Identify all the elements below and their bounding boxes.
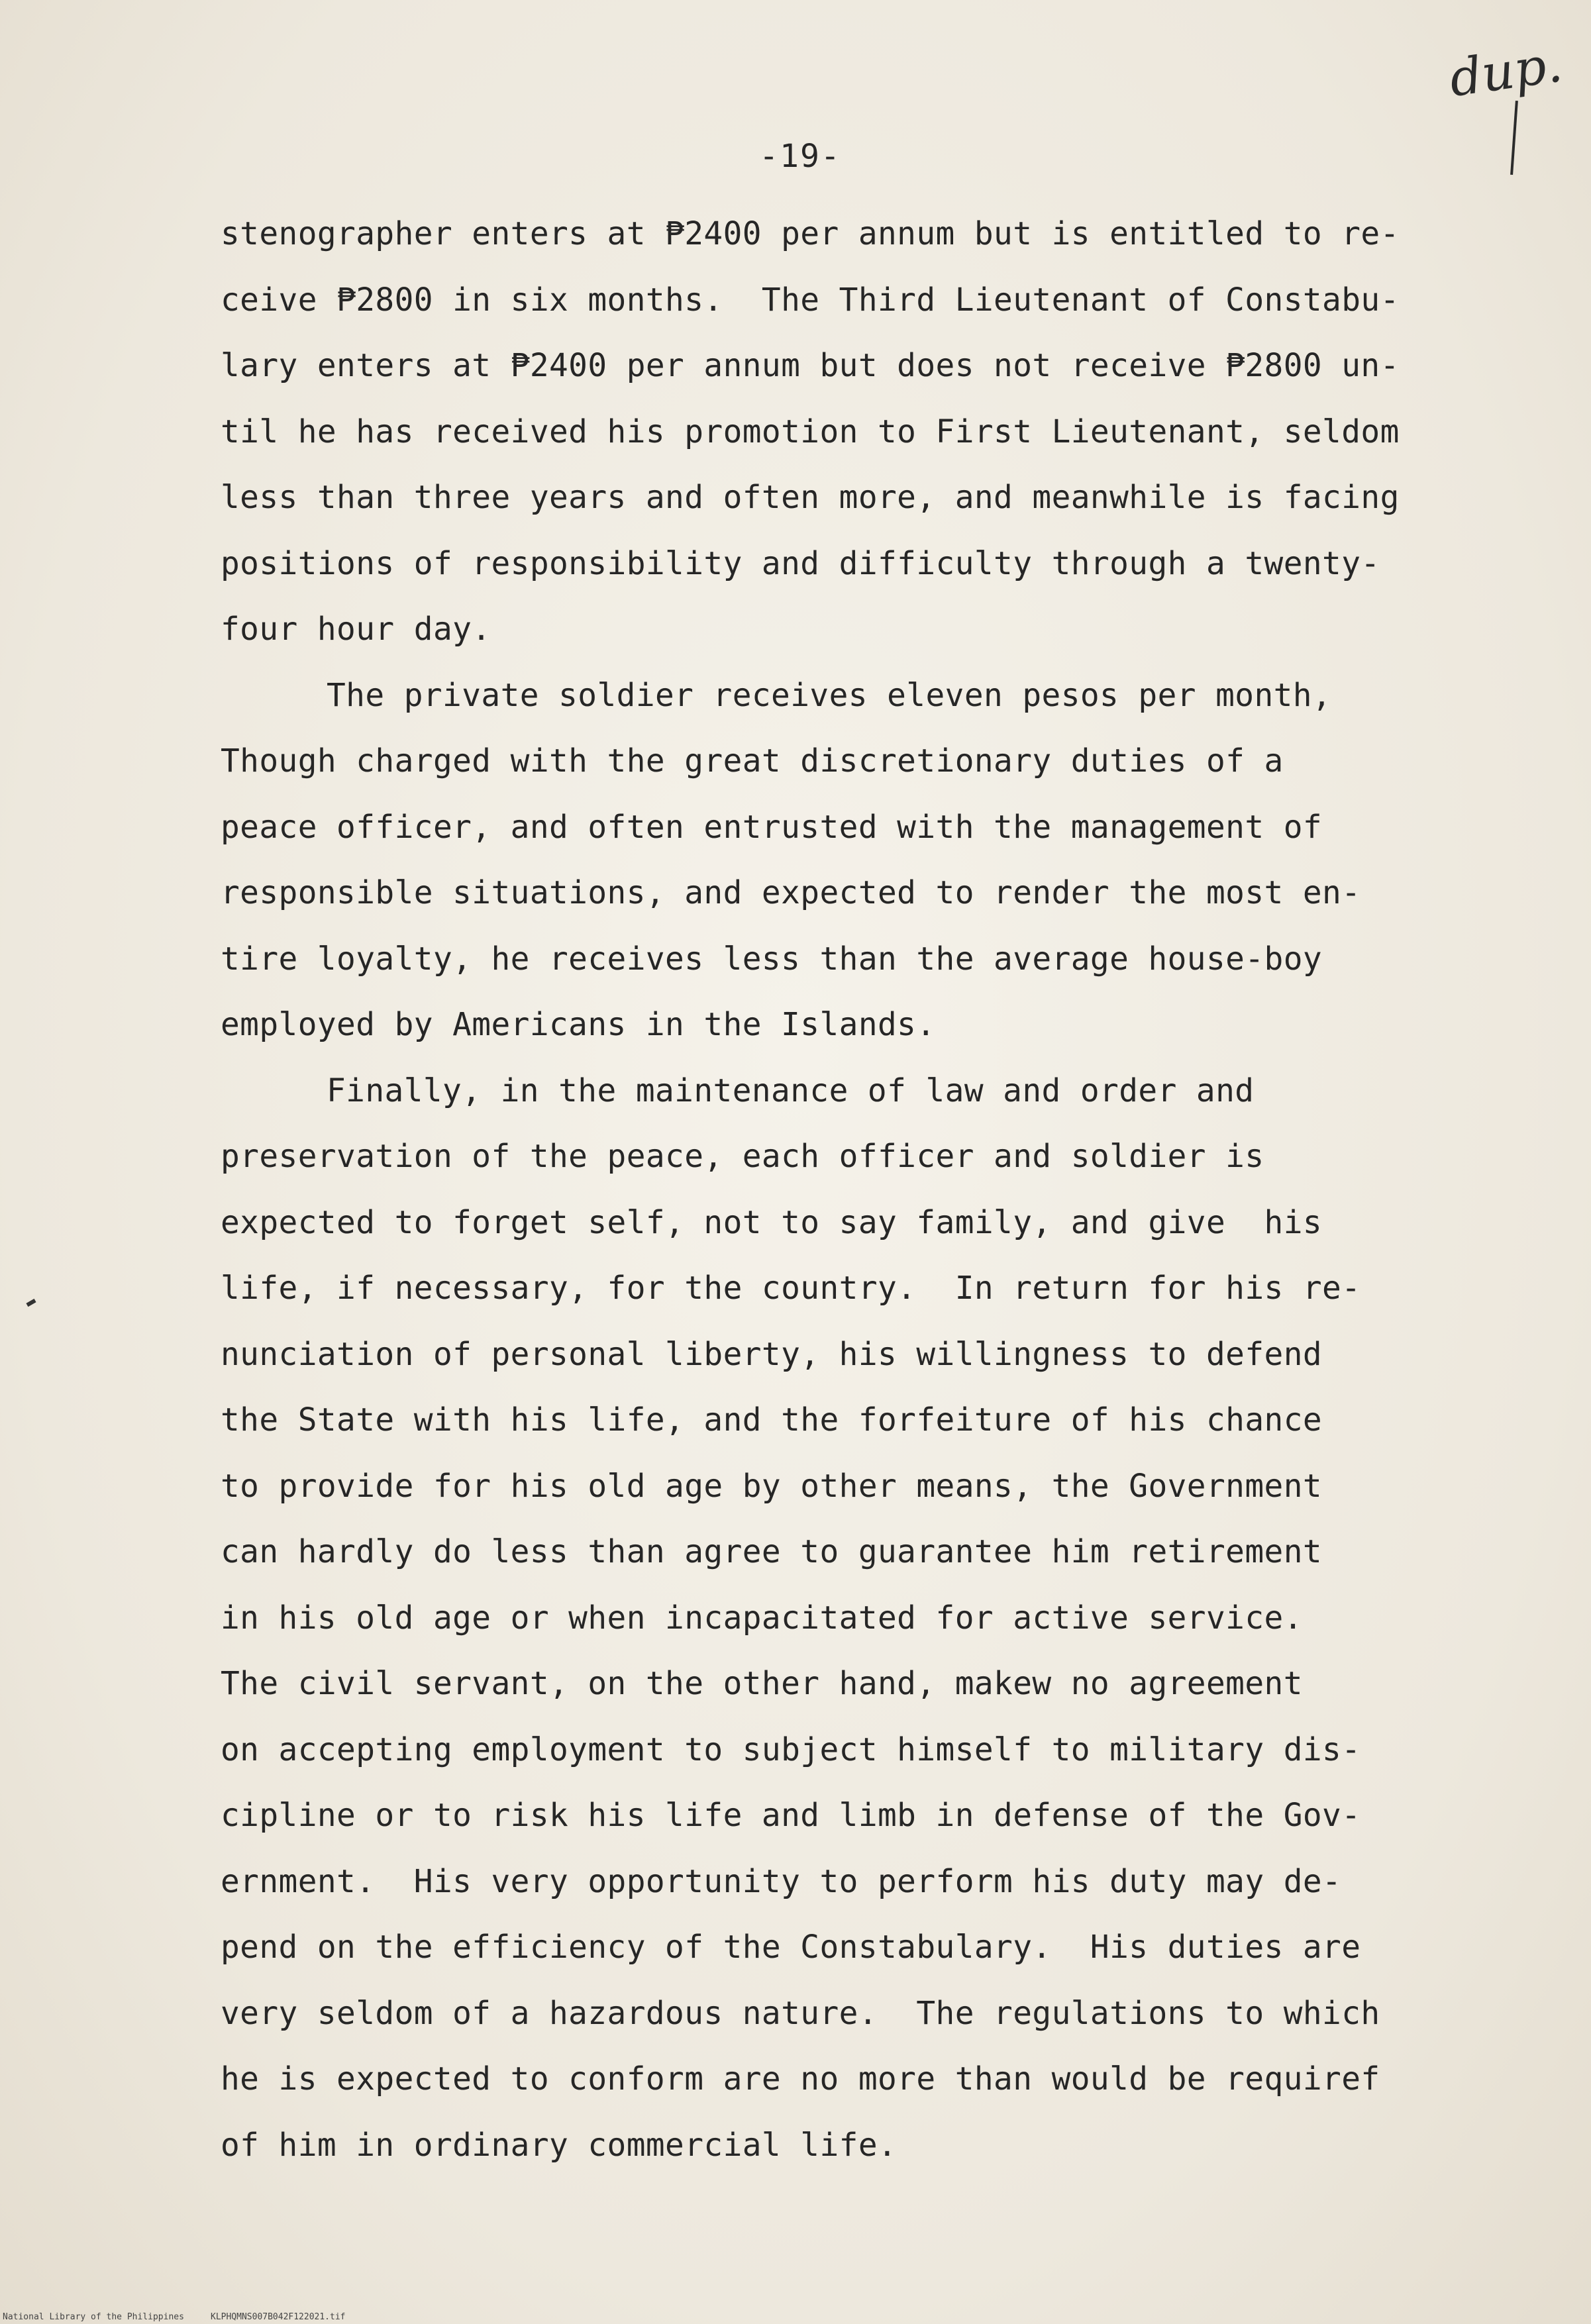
text-line: stenographer enters at ₱2400 per annum but is entitled to re- [221,216,1400,252]
footer-file-name: KLPHQMNS007B042F122021.tif [211,2312,346,2322]
text-line: very seldom of a hazardous nature. The regulations to which [221,1995,1380,2032]
text-line: in his old age or when incapacitated for active service. [221,1599,1303,1637]
text-line: life, if necessary, for the country. In return for his re- [221,1270,1361,1307]
text-line: the State with his life, and the forfeiture of his chance [221,1402,1323,1439]
handwritten-note-text: dup. [1445,34,1566,109]
text-line: responsible situations, and expected to render the most en- [221,875,1361,911]
text-line: on accepting employment to subject himself to military dis- [221,1731,1361,1768]
text-line: ceive ₱2800 in six months. The Third Lieutenant of Constabu- [221,281,1400,319]
margin-mark [26,1299,36,1307]
footer-institution: National Library of the Philippines [3,2312,184,2322]
text-line: less than three years and often more, and meanwhile is facing [221,480,1400,516]
text-line: cipline or to risk his life and limb in defense of the Gov- [221,1797,1361,1834]
text-line: peace officer, and often entrusted with the management of [221,809,1323,846]
text-line: preservation of the peace, each officer and soldier is [221,1138,1264,1175]
text-line: Finally, in the maintenance of law and order and [327,1072,1255,1109]
text-line: of him in ordinary commercial life. [221,2127,898,2164]
text-line: pend on the efficiency of the Constabulary. His duties are [221,1929,1361,1966]
page-number: -19- [759,138,841,175]
text-line: can hardly do less than agree to guarantee him retirement [221,1534,1323,1570]
text-line: expected to forget self, not to say family, and give his [221,1204,1323,1241]
text-line: to provide for his old age by other means, the Government [221,1468,1323,1505]
text-line: positions of responsibility and difficulty through a twenty- [221,545,1380,582]
handwritten-annotation [1445,34,1568,147]
text-line: Though charged with the great discretionary duties of a [221,743,1284,780]
text-line: til he has received his promotion to First Lieutenant, seldom [221,413,1400,450]
scan-footer [0,2310,1591,2324]
typewritten-body [221,201,1519,2178]
text-line: ernment. His very opportunity to perform his duty may de- [221,1863,1342,1900]
text-line: four hour day. [221,611,491,648]
text-line: lary enters at ₱2400 per annum but does not receive ₱2800 un- [221,348,1400,384]
text-line: The civil servant, on the other hand, makew no agreement [221,1666,1303,1702]
text-line: he is expected to conform are no more than would be requiref [221,2061,1380,2097]
handwritten-stroke [1510,101,1518,175]
text-line: nunciation of personal liberty, his willingness to defend [221,1336,1323,1373]
text-line: The private soldier receives eleven pesos per month, [327,677,1332,714]
text-line: employed by Americans in the Islands. [221,1007,936,1043]
text-line: tire loyalty, he receives less than the average house-boy [221,940,1323,978]
